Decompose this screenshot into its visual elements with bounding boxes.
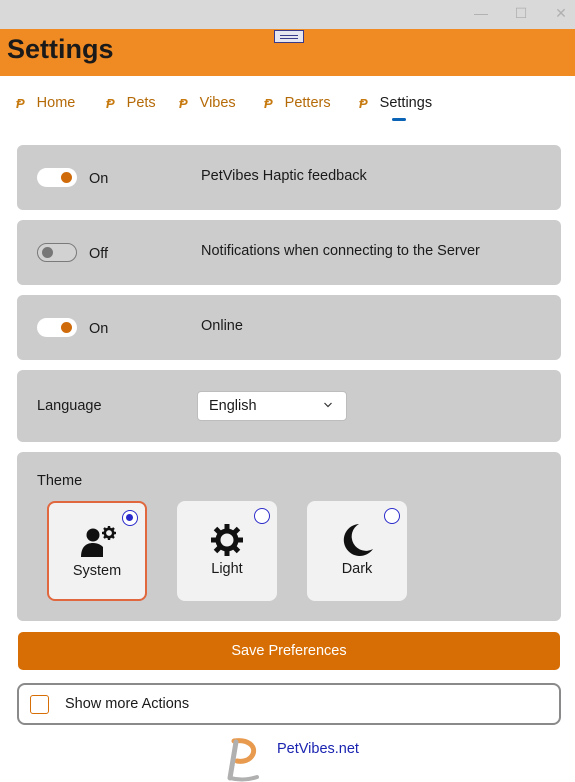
haptic-state-label: On	[89, 171, 109, 187]
tab-label: Settings	[379, 95, 433, 111]
online-setting-card	[17, 295, 561, 360]
theme-option-dark[interactable]	[307, 501, 407, 601]
tab-label: Petters	[284, 95, 331, 111]
theme-option-system[interactable]	[47, 501, 147, 601]
show-more-actions-label: Show more Actions	[65, 696, 190, 712]
haptic-label: PetVibes Haptic feedback	[201, 168, 367, 184]
language-select[interactable]	[197, 391, 347, 421]
menu-line	[280, 35, 298, 36]
tab-settings[interactable]	[359, 92, 432, 114]
petvibes-website-link[interactable]: PetVibes.net	[277, 741, 359, 757]
language-selected-value: English	[209, 398, 257, 414]
theme-option-light[interactable]	[177, 501, 277, 601]
tab-pets[interactable]	[106, 92, 156, 114]
notifications-label: Notifications when connecting to the Server	[201, 243, 480, 259]
theme-label: Theme	[37, 473, 83, 489]
sun-gear-icon	[207, 523, 247, 557]
language-label: Language	[37, 398, 102, 414]
close-button[interactable]: ✕	[555, 4, 567, 21]
user-gear-icon	[79, 525, 119, 559]
petvibes-logo-icon: Ᵽ	[16, 95, 25, 111]
menu-line	[280, 38, 298, 39]
language-setting-card	[17, 370, 561, 442]
settings-logo-icon: Ᵽ	[359, 95, 368, 111]
show-more-actions-checkbox[interactable]	[30, 695, 49, 714]
petvibes-logo-icon: Ᵽ	[106, 95, 115, 111]
title-bar	[0, 0, 575, 29]
active-tab-indicator	[392, 118, 406, 121]
petvibes-logo-icon	[226, 738, 260, 782]
minimize-button[interactable]: —	[474, 5, 488, 21]
notifications-toggle[interactable]	[37, 243, 77, 262]
moon-icon	[337, 523, 377, 557]
theme-setting-card	[17, 452, 561, 621]
vibes-icon: Ᵽ	[179, 95, 188, 111]
haptic-toggle[interactable]	[37, 168, 77, 187]
notifications-state-label: Off	[89, 246, 109, 262]
haptic-setting-card	[17, 145, 561, 210]
tab-label: Home	[36, 95, 76, 111]
menu-toggle-button[interactable]	[274, 30, 304, 43]
toggle-knob	[61, 322, 72, 333]
toggle-knob	[61, 172, 72, 183]
show-more-actions-toggle[interactable]	[17, 683, 561, 725]
theme-option-label: Dark	[341, 561, 373, 577]
toggle-knob	[42, 247, 53, 258]
online-toggle[interactable]	[37, 318, 77, 337]
vibes-icon: Ᵽ	[264, 95, 273, 111]
tab-label: Vibes	[199, 95, 236, 111]
maximize-button[interactable]: ☐	[514, 4, 528, 21]
theme-radio[interactable]	[122, 510, 138, 526]
chevron-down-icon	[324, 401, 332, 409]
theme-radio[interactable]	[254, 508, 270, 524]
tab-label: Pets	[126, 95, 156, 111]
theme-option-label: System	[72, 563, 122, 579]
theme-radio[interactable]	[384, 508, 400, 524]
page-title: Settings	[7, 34, 114, 64]
tab-bar	[0, 88, 575, 120]
notifications-setting-card	[17, 220, 561, 285]
save-preferences-button[interactable]: Save Preferences	[18, 632, 560, 670]
tab-petters[interactable]	[264, 92, 331, 114]
online-state-label: On	[89, 321, 109, 337]
online-label: Online	[201, 318, 243, 334]
tab-vibes[interactable]	[179, 92, 236, 114]
page-header	[0, 29, 575, 76]
tab-home[interactable]	[16, 92, 75, 114]
theme-option-label: Light	[211, 561, 243, 577]
